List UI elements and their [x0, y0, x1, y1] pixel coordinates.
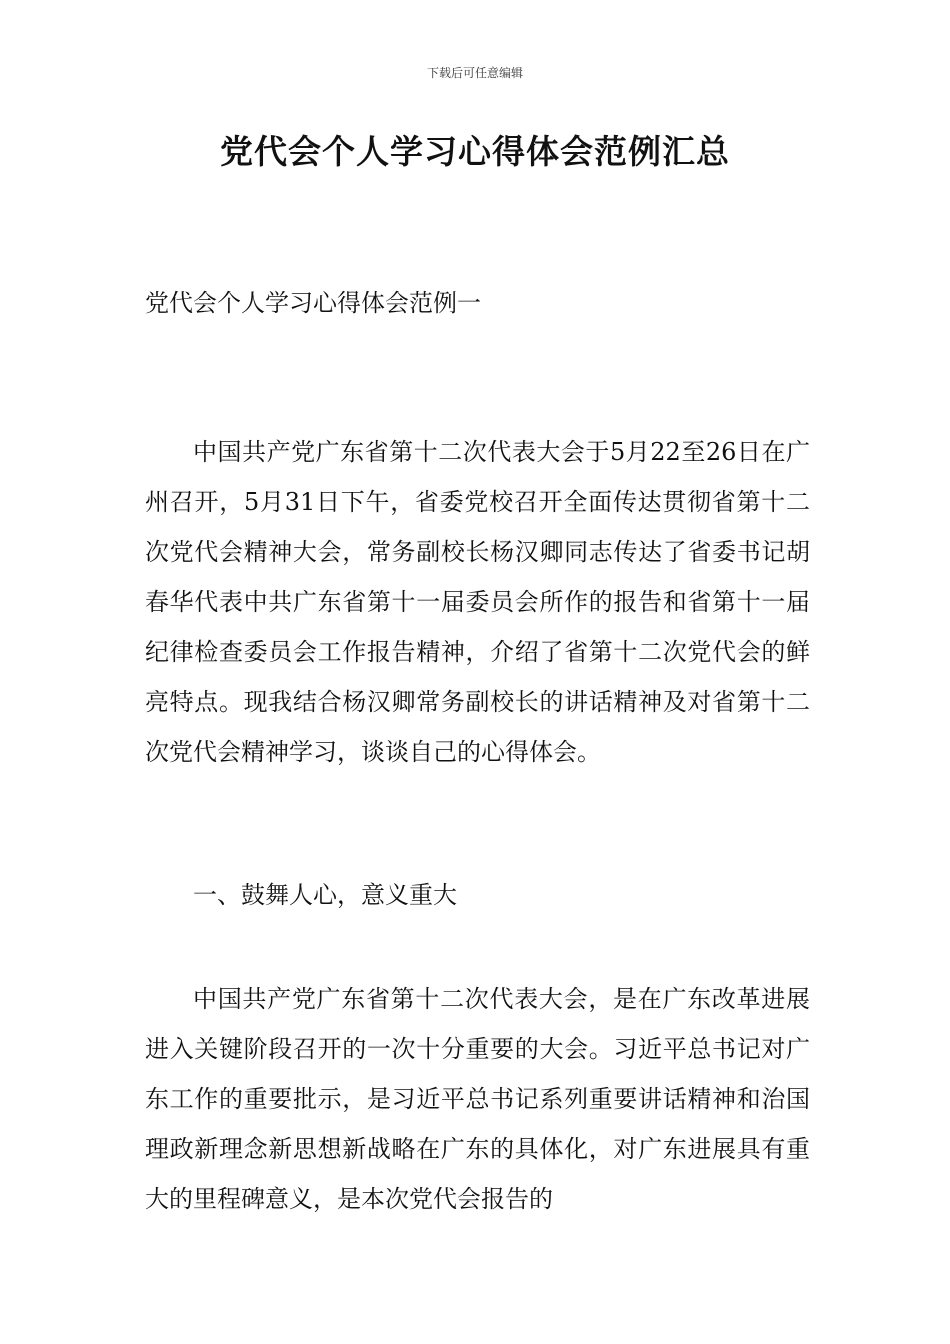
paragraph-2: 中国共产党广东省第十二次代表大会，是在广东改革进展进入关键阶段召开的一次十分重要的大会。习近平总书记对广东工作的重要批示，是习近平总书记系列重要讲话精神和治国理政新理念新思想新战略在广东的具体化，对广东进展具有重大的里程碑意义，是本次党代会报告的	[145, 985, 810, 1213]
sub-heading-1: 一、鼓舞人心，意义重大	[193, 881, 457, 909]
section-heading: 党代会个人学习心得体会范例一	[145, 289, 481, 317]
paragraph-1: 中国共产党广东省第十二次代表大会于5月22至26日在广州召开，5月31日下午，省委党校召开全面传达贯彻省第十二次党代会精神大会，常务副校长杨汉卿同志传达了省委书记胡春华代表中共广东省第十一届委员会所作的报告和省第十一届纪律检查委员会工作报告精神，介绍了省第十二次党代会的鲜亮特点。现我结合杨汉卿常务副校长的讲话精神及对省第十二次党代会精神学习，谈谈自己的心得体会。	[145, 438, 810, 766]
header-note: 下载后可任意编辑	[426, 66, 523, 80]
document-title: 党代会个人学习心得体会范例汇总	[220, 132, 730, 171]
